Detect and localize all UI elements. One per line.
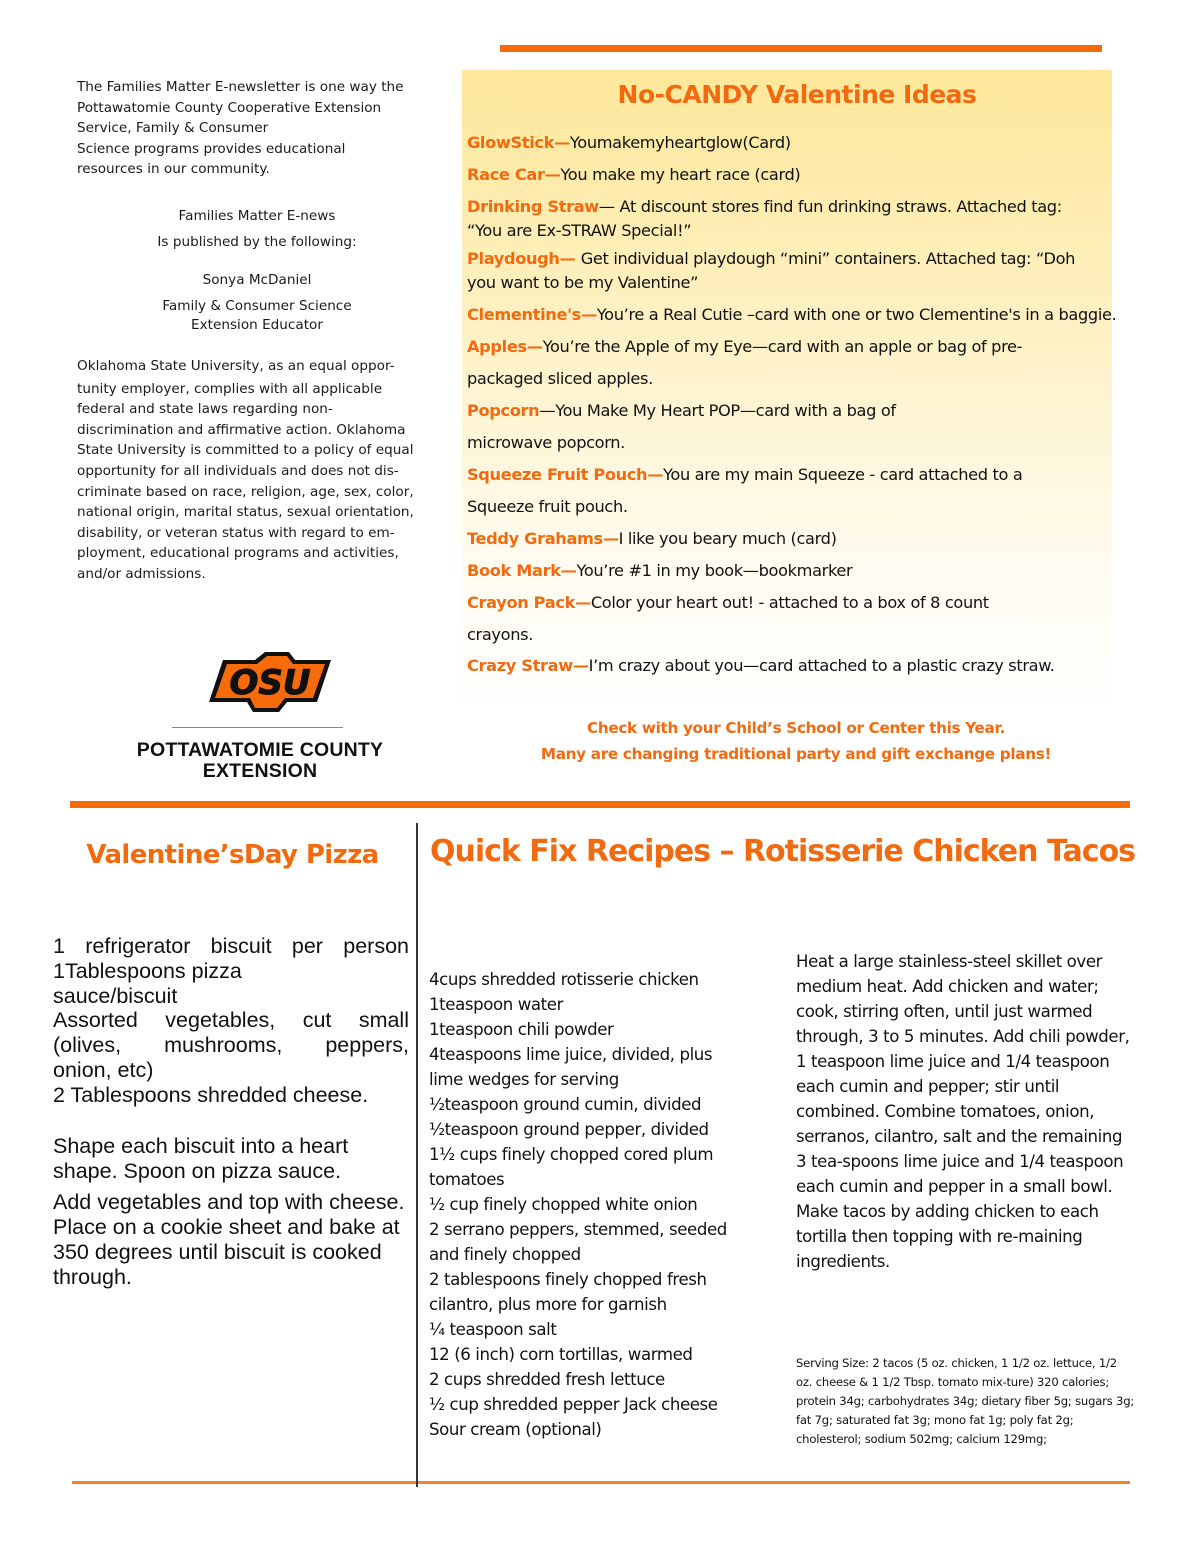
pizza-step: Shape each biscuit into a heart shape. Spoon on pizza sauce.	[53, 1134, 349, 1183]
taco-ingredient: Sour cream (optional)	[429, 1420, 602, 1439]
eeo-line: and/or admissions.	[77, 565, 206, 582]
osu-logo	[150, 648, 390, 723]
eeo-line: State University is committed to a policy of equal	[77, 442, 414, 459]
eeo-line: tunity employer, complies with all applicable	[77, 380, 383, 397]
publisher-block	[77, 206, 437, 252]
newsletter-name: Families Matter E-news	[178, 208, 336, 224]
idea-keyword: Squeeze Fruit Pouch—	[467, 465, 664, 484]
intro-line: Science programs provides educational	[77, 140, 346, 157]
idea-item	[467, 523, 1132, 555]
bottom-orange-rule	[72, 1481, 1130, 1484]
idea-keyword: Crazy Straw—	[467, 656, 589, 675]
taco-ingredient: ½teaspoon ground cumin, divided	[429, 1095, 702, 1114]
idea-item	[467, 331, 1097, 395]
idea-item	[467, 247, 1097, 295]
intro-line: Service, Family & Consumer	[77, 120, 269, 136]
intro-line: resources in our community.	[77, 161, 270, 177]
pizza-ingredients	[53, 934, 409, 1108]
idea-text: I like you beary much (card)	[618, 529, 837, 548]
idea-keyword: Race Car—	[467, 165, 561, 184]
idea-text: — At discount stores find fun drinking straws. Attached tag: “You are Ex-STRAW Special!”	[467, 197, 1062, 240]
eeo-line: opportunity for all individuals and does not dis-	[77, 462, 399, 479]
eeo-line: discrimination and affirmative action. Oklahoma	[77, 421, 406, 438]
idea-item	[467, 587, 1057, 651]
taco-ingredient: 2 tablespoons finely chopped fresh cilantro, plus more for garnish	[429, 1270, 707, 1314]
column-divider	[416, 823, 418, 1487]
idea-keyword: Book Mark—	[467, 561, 577, 580]
editor-block	[77, 270, 437, 335]
note-line1: Check with your Child’s School or Center this Year.	[587, 719, 1005, 737]
taco-ingredient: 2 cups shredded fresh lettuce	[429, 1370, 665, 1389]
valentine-ideas-title: No-CANDY Valentine Ideas	[617, 80, 977, 109]
taco-ingredient: 1teaspoon chili powder	[429, 1020, 614, 1039]
pizza-step: Add vegetables and top with cheese. Place on a cookie sheet and bake at 350 degrees until biscuit is cooked through.	[53, 1190, 405, 1289]
top-orange-rule	[500, 45, 1102, 52]
published-by: Is published by the following:	[157, 234, 357, 250]
taco-ingredient: 2 serrano peppers, stemmed, seeded and finely chopped	[429, 1220, 727, 1264]
idea-text: You’re a Real Cutie –card with one or two Clementine's in a baggie.	[596, 305, 1117, 324]
valentine-ideas-list	[467, 127, 1132, 681]
idea-keyword: Playdough—	[467, 249, 581, 268]
eeo-line: disability, or veteran status with regard to em-	[77, 524, 395, 541]
idea-item	[467, 127, 1132, 159]
taco-ingredient: 1teaspoon water	[429, 995, 563, 1014]
taco-ingredient: 1½ cups finely chopped cored plum tomatoes	[429, 1145, 714, 1189]
intro-line: The Families Matter E-newsletter is one way the	[77, 79, 404, 95]
idea-keyword: GlowStick—	[467, 133, 570, 152]
eeo-line: federal and state laws regarding non-	[77, 401, 333, 418]
tacos-directions: Heat a large stainless-steel skillet over medium heat. Add chicken and water; cook, stirring often, until just warmed through, 3 to 5 minutes. Add chili powder, 1 teaspoon lime juice and 1/4 teaspoon each cumin and pepper; stir until combined. Combine tomatoes, onion, serranos, cilantro, salt and the remaining 3 tea-spoons lime juice and 1/4 teaspoon each cumin and pepper in a small bowl. Make tacos by adding chicken to each tortilla then topping with re-maining ingredients.	[796, 952, 1130, 1271]
middle-orange-rule	[70, 801, 1130, 808]
idea-text: I’m crazy about you—card attached to a plastic crazy straw.	[588, 656, 1055, 675]
extension-name-line1: POTTAWATOMIE COUNTY	[136, 739, 384, 761]
editor-title-line1: Family & Consumer Science	[162, 298, 352, 314]
idea-item	[467, 299, 1132, 331]
taco-ingredient: ¼ teaspoon salt	[429, 1320, 557, 1339]
idea-keyword: Clementine's—	[467, 305, 597, 324]
editor-name: Sonya McDaniel	[202, 272, 312, 288]
eeo-line: criminate based on race, religion, age, sex, color,	[77, 483, 414, 500]
eeo-line: Oklahoma State University, as an equal oppor-	[77, 358, 395, 374]
intro-line: Pottawatomie County Cooperative Extension	[77, 99, 382, 116]
tacos-ingredients	[429, 967, 779, 1442]
taco-ingredient: 4teaspoons lime juice, divided, plus lime wedges for serving	[429, 1045, 713, 1089]
idea-text: Youmakemyheartglow(Card)	[569, 133, 791, 152]
school-check-note	[462, 715, 1130, 767]
osu-logo-letters: OSU	[229, 663, 311, 703]
pizza-ingredient: 1Tablespoons pizza	[53, 958, 242, 983]
idea-keyword: Popcorn	[467, 401, 540, 420]
eeo-line: ployment, educational programs and activities,	[77, 545, 399, 562]
tacos-title: Quick Fix Recipes – Rotisserie Chicken Tacos	[429, 834, 1136, 869]
idea-text: —You Make My Heart POP—card with a bag of microwave popcorn.	[467, 401, 896, 452]
newsletter-intro	[77, 77, 437, 180]
idea-item	[467, 459, 1082, 523]
idea-text: You make my heart race (card)	[560, 165, 801, 184]
tacos-nutrition: Serving Size: 2 tacos (5 oz. chicken, 1 1/2 oz. lettuce, 1/2 oz. cheese & 1 1/2 Tbsp. tomato mix-ture) 320 calories; protein 34g; carbohydrates 34g; dietary fiber 5g; sugars 3g; fat 7g; saturated fat 3g; mono fat 1g; poly fat 2g; cholesterol; sodium 502mg; calcium 129mg;	[796, 1356, 1135, 1446]
idea-keyword: Drinking Straw	[467, 197, 599, 216]
editor-title-line2: Extension Educator	[191, 317, 323, 333]
idea-item	[467, 195, 1092, 243]
idea-text: Color your heart out! - attached to a box of 8 count crayons.	[467, 593, 989, 644]
eeo-statement	[77, 356, 437, 585]
idea-keyword: Crayon Pack—	[467, 593, 591, 612]
idea-keyword: Apples—	[467, 337, 543, 356]
taco-ingredient: 4cups shredded rotisserie chicken	[429, 970, 699, 989]
extension-name	[110, 740, 410, 782]
idea-text: You’re the Apple of my Eye—card with an apple or bag of pre-packaged sliced apples.	[467, 337, 1023, 388]
pizza-ingredient: 1 refrigerator biscuit per person	[53, 934, 409, 958]
pizza-ingredient: sauce/biscuit	[53, 983, 178, 1008]
idea-item	[467, 159, 1132, 191]
osu-logo-mark	[205, 648, 335, 718]
taco-ingredient: ½ cup finely chopped white onion	[429, 1195, 698, 1214]
extension-name-line2: EXTENSION	[202, 760, 318, 782]
taco-ingredient: ½ cup shredded pepper Jack cheese	[429, 1395, 718, 1414]
pizza-title: Valentine’sDay Pizza	[86, 840, 379, 870]
idea-text: You are my main Squeeze - card attached to a Squeeze fruit pouch.	[467, 465, 1023, 516]
pizza-ingredient: onion, etc)	[53, 1057, 154, 1082]
idea-item	[467, 651, 1132, 681]
pizza-ingredient: (olives, mushrooms, peppers,	[53, 1033, 409, 1058]
taco-ingredient: 12 (6 inch) corn tortillas, warmed	[429, 1345, 693, 1364]
idea-text: Get individual playdough “mini” containers. Attached tag: “Doh you want to be my Valentine”	[467, 249, 1076, 292]
idea-item	[467, 555, 1132, 587]
eeo-line: national origin, marital status, sexual orientation,	[77, 504, 414, 521]
pizza-ingredient: Assorted vegetables, cut small	[53, 1008, 409, 1033]
pizza-ingredient: 2 Tablespoons shredded cheese.	[53, 1082, 369, 1107]
note-line2: Many are changing traditional party and gift exchange plans!	[540, 745, 1052, 763]
idea-text: You’re #1 in my book—bookmarker	[576, 561, 853, 580]
logo-divider	[172, 727, 343, 728]
pizza-steps	[53, 1134, 413, 1296]
idea-keyword: Teddy Grahams—	[467, 529, 619, 548]
idea-item	[467, 395, 967, 459]
taco-ingredient: ½teaspoon ground pepper, divided	[429, 1120, 709, 1139]
